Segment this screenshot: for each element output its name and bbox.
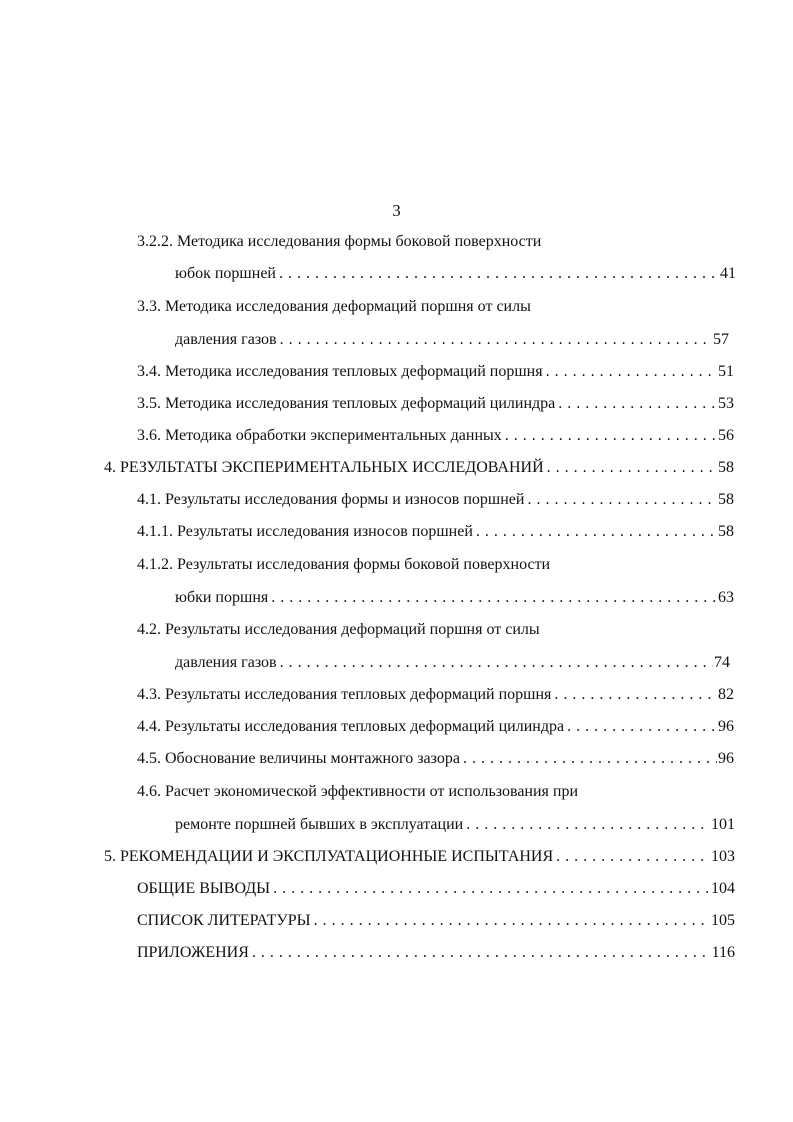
toc-page-number: 58: [718, 491, 734, 508]
toc-entry-text: ОБЩИЕ ВЫВОДЫ: [137, 880, 271, 897]
toc-page-number: 96: [718, 750, 734, 767]
toc-leader-dots: [279, 264, 719, 284]
toc-entry-text: ПРИЛОЖЕНИЯ: [137, 944, 249, 961]
toc-leader-dots: [546, 362, 717, 382]
toc-leader-dots: [527, 490, 717, 510]
toc-entry-text: 5. РЕКОМЕНДАЦИИ И ЭКСПЛУАТАЦИОННЫЕ ИСПЫТАНИЯ: [104, 848, 554, 865]
toc-entry-5[interactable]: [104, 847, 735, 867]
toc-page-number: 105: [711, 912, 735, 929]
toc-entry-text: 4.5. Обоснование величины монтажного зазора: [137, 750, 460, 767]
toc-entry-4-6-cont[interactable]: [175, 815, 735, 835]
toc-leader-dots: [271, 588, 717, 608]
toc-leader-dots: [476, 522, 717, 542]
toc-entry-text: 4.3. Результаты исследования тепловых деформаций поршня: [137, 686, 552, 703]
toc-leader-dots: [314, 911, 710, 931]
toc-entry-4-5[interactable]: [137, 749, 734, 769]
toc-entry-4-1[interactable]: [137, 490, 734, 510]
toc-entry-text: 4.6. Расчет экономической эффективности от использования при: [137, 783, 579, 800]
toc-entry-text: 4.1. Результаты исследования формы и износов поршней: [137, 491, 525, 508]
toc-page-number: 96: [718, 718, 734, 735]
toc-page-number: 101: [711, 816, 735, 833]
toc-entry-text: СПИСОК ЛИТЕРАТУРЫ: [137, 912, 311, 929]
toc-entry-text: 4.4. Результаты исследования тепловых деформаций цилиндра: [137, 718, 565, 735]
toc-leader-dots: [280, 330, 712, 350]
toc-entry-text: 4.1.1. Результаты исследования износов поршней: [137, 523, 473, 540]
toc-page-number: 103: [711, 848, 735, 865]
toc-entry-text: юбок поршней: [175, 265, 276, 282]
toc-leader-dots: [567, 717, 717, 737]
toc-page-number: 58: [718, 523, 734, 540]
toc-leader-dots: [273, 879, 710, 899]
toc-page-number: 41: [720, 265, 736, 282]
toc-entry-text: 4. РЕЗУЛЬТАТЫ ЭКСПЕРИМЕНТАЛЬНЫХ ИССЛЕДОВАНИЙ: [104, 459, 544, 476]
toc-entry-3-6[interactable]: [137, 426, 734, 446]
toc-entry-text: ремонте поршней бывших в эксплуатации: [175, 816, 464, 833]
toc-entry-text: юбки поршня: [175, 589, 269, 606]
toc-entry-bibliography[interactable]: [137, 911, 735, 931]
toc-page-number: 74: [714, 654, 730, 671]
toc-leader-dots: [554, 685, 717, 705]
toc-leader-dots: [556, 847, 710, 867]
toc-entry-text: 3.6. Методика обработки экспериментальных данных: [137, 427, 502, 444]
toc-entry-4-2[interactable]: [137, 620, 540, 640]
toc-entry-4[interactable]: [104, 458, 734, 478]
toc-page-number: 82: [718, 686, 734, 703]
toc-entry-appendices[interactable]: [137, 943, 735, 963]
toc-page-number: 116: [711, 944, 735, 961]
toc-page-number: 57: [713, 331, 729, 348]
toc-entry-text: 3.2.2. Методика исследования формы боковой поверхности: [137, 233, 542, 250]
toc-entry-text: 3.3. Методика исследования деформаций поршня от силы: [137, 298, 531, 315]
toc-leader-dots: [252, 943, 711, 963]
toc-entry-4-1-2[interactable]: [137, 555, 550, 575]
toc-entry-3-5[interactable]: [137, 394, 734, 414]
toc-page-number: 53: [718, 395, 734, 412]
toc-entry-3-3[interactable]: [137, 297, 531, 317]
toc-entry-text: 3.4. Методика исследования тепловых деформаций поршня: [137, 363, 543, 380]
toc-entry-text: 4.1.2. Результаты исследования формы боковой поверхности: [137, 556, 551, 573]
toc-entry-4-2-cont[interactable]: [175, 653, 730, 673]
toc-page-number: 58: [718, 459, 734, 476]
toc-entry-4-1-2-cont[interactable]: [175, 588, 734, 608]
toc-entry-4-4[interactable]: [137, 717, 734, 737]
toc-entry-4-6[interactable]: [137, 782, 578, 802]
toc-leader-dots: [463, 749, 717, 769]
toc-entry-text: давления газов: [175, 654, 277, 671]
toc-leader-dots: [547, 458, 717, 478]
page-number: 3: [392, 201, 401, 220]
toc-entry-3-3-cont[interactable]: [175, 330, 729, 350]
toc-entry-3-2-2-cont[interactable]: [175, 264, 736, 284]
toc-leader-dots: [280, 653, 713, 673]
toc-page-number: 104: [711, 880, 735, 897]
toc-entry-text: 4.2. Результаты исследования деформаций поршня от силы: [137, 621, 540, 638]
toc-entry-4-3[interactable]: [137, 685, 734, 705]
toc-entry-3-4[interactable]: [137, 362, 734, 382]
toc-entry-4-1-1[interactable]: [137, 522, 734, 542]
toc-entry-text: 3.5. Методика исследования тепловых деформаций цилиндра: [137, 395, 556, 412]
toc-leader-dots: [558, 394, 717, 414]
toc-leader-dots: [505, 426, 717, 446]
toc-page-number: 56: [718, 427, 734, 444]
toc-entry-3-2-2[interactable]: [137, 232, 541, 252]
toc-leader-dots: [466, 815, 710, 835]
toc-entry-conclusions[interactable]: [137, 879, 735, 899]
toc-page-number: 63: [718, 589, 734, 606]
toc-page-number: 51: [718, 363, 734, 380]
toc-entry-text: давления газов: [175, 331, 277, 348]
